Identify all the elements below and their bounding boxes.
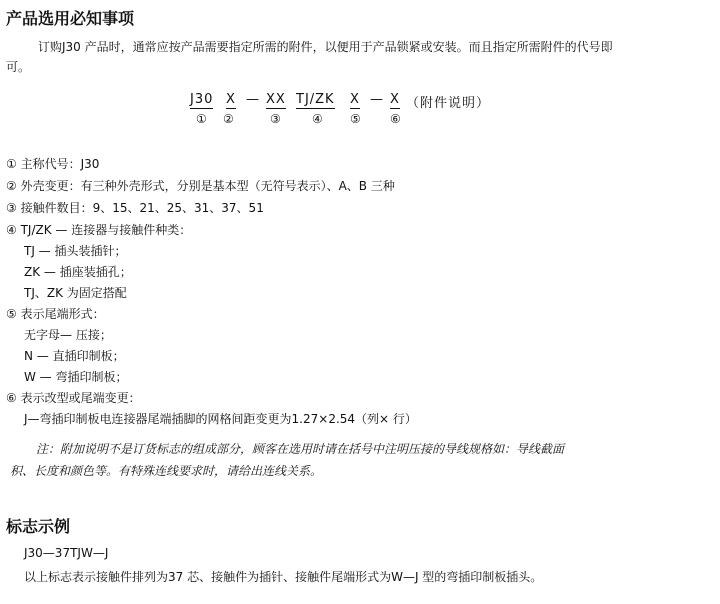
list-item: TJ、ZK 为固定搭配 [24, 286, 127, 300]
list-item: ④ TJ/ZK — 连接器与接触件种类： [6, 223, 192, 237]
list-item: N — 直插印制板； [24, 349, 125, 363]
list-item: ① 主称代号：J30 [6, 157, 100, 171]
code-part-j30: J30 [190, 92, 214, 107]
code-num-6: ⑥ [390, 112, 402, 126]
code-part-x3: X [390, 92, 400, 107]
list-item: ② 外壳变更：有三种外壳形式，分别是基本型（无符号表示）、A、B 三种 [6, 179, 395, 193]
list-item: TJ — 插头装插针； [24, 244, 127, 258]
list-item: 无字母— 压接； [24, 328, 112, 342]
code-part-x1: X [226, 92, 236, 107]
code-part-accessory: （附件说明） [406, 96, 491, 111]
list-item: J—弯插印制板电连接器尾端插脚的网格间距变更为1.27×2.54（列× 行） [24, 412, 417, 426]
code-num-3: ③ [270, 112, 282, 126]
note-line-2: 积、长度和颜色等。有特殊连线要求时，请给出连线关系。 [10, 464, 323, 478]
intro-text-line-2: 可。 [6, 60, 31, 74]
section-title-example: 标志示例 [6, 517, 71, 536]
intro-text-line-1: 订购J30 产品时，通常应按产品需要指定所需的附件，以便用于产品锁紧或安装。而且指定所需附件的代号即 [38, 40, 613, 54]
code-part-xx: XX [266, 92, 286, 107]
list-item: ⑥ 表示改型或尾端变更： [6, 391, 141, 405]
note-line-1: 注：附加说明不是订货标志的组成部分，顾客在选用时请在括号中注明压接的导线规格如：导线截面 [36, 442, 565, 456]
example-code: J30—37TJW—J [24, 546, 109, 560]
code-num-1: ① [196, 112, 208, 126]
list-item: ⑤ 表示尾端形式： [6, 307, 105, 321]
list-item: ③ 接触件数目：9、15、21、25、31、37、51 [6, 201, 264, 215]
page-title: 产品选用必知事项 [6, 9, 135, 28]
code-diagram [0, 92, 720, 132]
code-num-4: ④ [312, 112, 324, 126]
code-part-tjzk: TJ/ZK [296, 92, 335, 107]
code-part-x2: X [350, 92, 360, 107]
code-num-2: ② [223, 112, 235, 126]
code-dash-1: — [246, 92, 260, 107]
code-dash-2: — [370, 92, 384, 107]
example-description: 以上标志表示接触件排列为37 芯、接触件为插针、接触件尾端形式为W—J 型的弯插印制板插头。 [24, 570, 543, 584]
list-item: ZK — 插座装插孔； [24, 265, 132, 279]
code-num-5: ⑤ [350, 112, 362, 126]
list-item: W — 弯插印制板； [24, 370, 128, 384]
